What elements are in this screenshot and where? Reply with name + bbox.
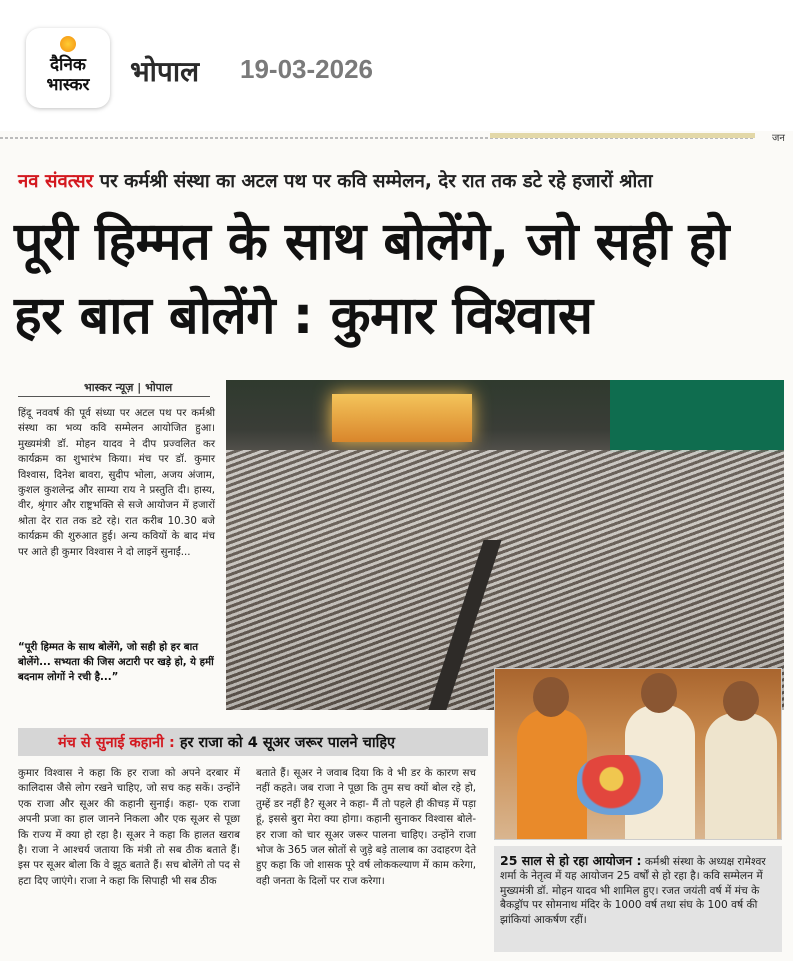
photo-caption: [500, 854, 774, 927]
edition-city[interactable]: भोपाल: [130, 55, 200, 88]
tent-roof: [610, 380, 784, 452]
bouquet: [577, 755, 663, 815]
headline: पूरी हिम्मत के साथ बोलेंगे, जो सही हो हर बात बोलेंगे : कुमार विश्वास: [14, 212, 729, 346]
sun-icon: [60, 36, 76, 52]
kicker-line: [18, 168, 653, 193]
byline-divider: [18, 396, 210, 397]
subheading: [58, 732, 395, 752]
app-header: [0, 0, 793, 130]
byline: भास्कर न्यूज़ | भोपाल: [84, 381, 173, 394]
intro-paragraph: हिंदू नववर्ष की पूर्व संध्या पर अटल पथ पर कर्मश्री संस्था का भव्य कवि सम्मेलन आयोजित हुआ। मुख्यमंत्री डॉ. मोहन यादव ने दीप प्रज्वलित कर कार्यक्रम का शुभारंभ किया। मंच पर डॉ. कुमार विश्वास, दिनेश बावरा, सुदीप भोला, अजय अंजाम, कुशल कुशलेन्द्र और साम्या राय ने प्रस्तुति दी। हास्य, वीर, श्रृंगार और राष्ट्रभक्ति से सजे आयोजन में हजारों श्रोता देर रात तक डटे रहे। रात करीब 10.30 बजे कार्यक्रम की शुरुआत हुई। अन्य कवियों के बाद मंच पर आते ही कुमार विश्वास ने दो लाइनें सुनाईं...: [18, 408, 215, 558]
story-column-2: बताते हैं। सूअर ने जवाब दिया कि वे भी डर के कारण सच नहीं कहते। जब राजा ने पूछा कि तुम सच क्यों बोल रहे हो, तुम्हें डर नहीं है? सूअर ने कहा- मैं तो पहले ही कीचड़ में पड़ा हूं, इससे बुरा मेरा क्या होगा। कहानी सुनाकर विश्वास बोले- हर राजा को चार सूअर जरूर पालना चाहिए। उन्होंने राजा भोज के 365 जल स्रोतों से जुड़े बड़े तालाब का उदाहरण देते हुए कहा कि जो शासक पूरे वर्ष लोककल्याण में काम करेगा, वही जनता के दिलों पर राज करेगा।: [256, 768, 477, 887]
logo-line-2: भास्कर: [46, 75, 90, 95]
caption-text: कर्मश्री संस्था के अध्यक्ष रामेश्वर शर्मा के नेतृत्व में यह आयोजन 25 वर्षों से हो रहा है। कवि सम्मेलन में मुख्यमंत्री डॉ. मोहन यादव भी शामिल हुए। रजत जयंती वर्ष में मंच के बैकड्रॉप पर सोमनाथ मंदिर के 1000 वर्ष तथा संघ के 100 वर्ष की झांकियां आकर्षण रहीं।: [500, 856, 766, 926]
caption-lead: 25 साल से हो रहा आयोजन :: [500, 853, 642, 868]
photo-caption-box: [494, 846, 782, 952]
person-right-head: [723, 681, 759, 721]
person-center-head: [641, 673, 677, 713]
crowd-photo: [226, 380, 784, 710]
poem-quote: “पूरी हिम्मत के साथ बोलेंगे, जो सही हो हर बात बोलेंगे... सभ्यता की जिस अटारी पर खड़े हो, ये हमीं बदनाम लोगों ने रची है...”: [18, 642, 214, 684]
felicitation-photo: [494, 668, 782, 840]
person-left-head: [533, 677, 569, 717]
kicker-highlight: नव संवत्सर: [18, 171, 94, 192]
page-strip: [490, 133, 755, 138]
story-column-1: कुमार विश्वास ने कहा कि हर राजा को अपने दरबार में कालिदास जैसे लोग रखने चाहिए, जो सच कह सकें। उन्होंने एक राजा और सूअर की कहानी सुनाई। कहा- एक राजा अपनी प्रजा का हाल जानने निकला और एक सूअर से पूछा कि राज्य में क्या हो रहा है। सूअर ने कहा कि हालत खराब है। राजा ने आश्चर्य जताया कि मंत्री तो सब ठीक बताते हैं। इस पर सूअर बोला कि वे झूठ बताते हैं। सच बोलेंगे तो पद से हटा दिए जाएंगे। राजा ने कहा कि सिपाही भी सब ठीक: [18, 768, 240, 887]
stage-backdrop: [332, 394, 472, 442]
logo-line-1: दैनिक: [50, 55, 86, 75]
subheading-bar: [18, 728, 488, 756]
dainik-bhaskar-logo[interactable]: [26, 28, 110, 108]
edition-date[interactable]: 19-03-2026: [240, 54, 373, 84]
subheading-highlight: मंच से सुनाई कहानी :: [58, 735, 175, 751]
kicker-text: पर कर्मश्री संस्था का अटल पथ पर कवि सम्मेलन, देर रात तक डटे रहे हजारों श्रोता: [93, 171, 653, 192]
adjacent-article-text: जन: [772, 133, 785, 144]
subheading-text: हर राजा को 4 सूअर जरूर पालने चाहिए: [174, 735, 396, 751]
person-right: [705, 713, 777, 840]
